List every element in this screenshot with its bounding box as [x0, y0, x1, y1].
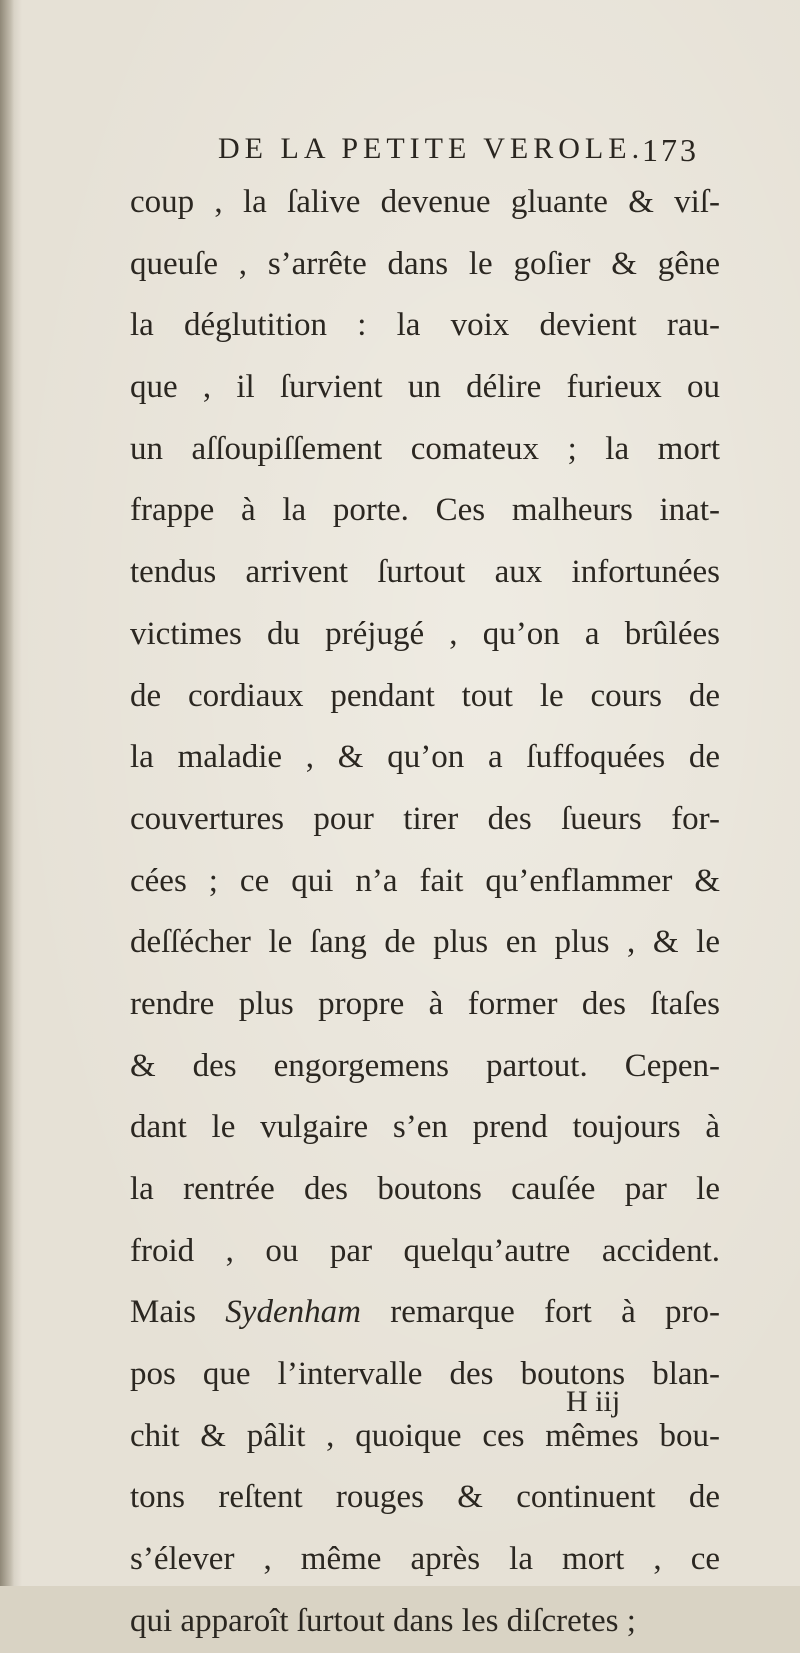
line-19-before: Mais — [130, 1294, 226, 1331]
page-gutter-shadow — [0, 0, 14, 1586]
text-line-16: dant le vulgaire s’en prend toujours à — [130, 1109, 720, 1146]
text-line-13: deſſécher le ſang de plus en plus , & le — [130, 924, 720, 961]
running-head — [0, 124, 800, 174]
text-line-10: la maladie , & qu’on a ſuffoquées de — [130, 739, 720, 776]
author-name-sydenham: Sydenham — [225, 1294, 361, 1331]
text-line-24: qui apparoît ſurtout dans les diſcretes ; — [130, 1602, 636, 1639]
text-line-6: frappe à la porte. Ces malheurs inat- — [130, 492, 720, 529]
text-line-5: un aſſoupiſſement comateux ; la mort — [130, 430, 720, 467]
text-line-8: victimes du préjugé , qu’on a brûlées — [130, 615, 720, 652]
text-line-17: la rentrée des boutons cauſée par le — [130, 1171, 720, 1207]
text-line-14: rendre plus propre à former des ſtaſes — [130, 985, 720, 1022]
text-line-4: que , il ſurvient un délire furieux ou — [130, 369, 720, 406]
text-line-22: tons reſtent rouges & continuent de — [130, 1479, 720, 1516]
text-line-1: coup , la ſalive devenue gluante & viſ- — [130, 184, 720, 220]
text-line-7: tendus arrivent ſurtout aux infortunées — [130, 554, 720, 591]
text-line-15: & des engorgemens partout. Cepen- — [130, 1047, 720, 1084]
text-line-19 — [130, 1282, 720, 1344]
text-line-18: froid , ou par quelqu’autre accident. — [130, 1232, 720, 1269]
page-number: 173 — [642, 132, 699, 168]
text-line-11: couvertures pour tirer des ſueurs for- — [130, 800, 720, 837]
text-line-20: pos que l’intervalle des boutons blan- — [130, 1356, 720, 1393]
signature-mark: H iij — [566, 1385, 621, 1418]
text-line-3: la déglutition : la voix devient rau- — [130, 307, 720, 344]
text-line-12: cées ; ce qui n’a fait qu’enflammer & — [130, 862, 720, 899]
body-text — [130, 172, 720, 1653]
text-line-2: queuſe , s’arrête dans le goſier & gêne — [130, 245, 720, 282]
text-line-23: s’élever , même après la mort , ce — [130, 1541, 720, 1578]
line-19-after: remarque fort à pro- — [360, 1294, 720, 1331]
text-line-9: de cordiaux pendant tout le cours de — [130, 677, 720, 714]
text-line-21: chit & pâlit , quoique ces mêmes bou- — [130, 1417, 720, 1454]
running-title: DE LA PETITE VEROLE. — [218, 132, 645, 165]
